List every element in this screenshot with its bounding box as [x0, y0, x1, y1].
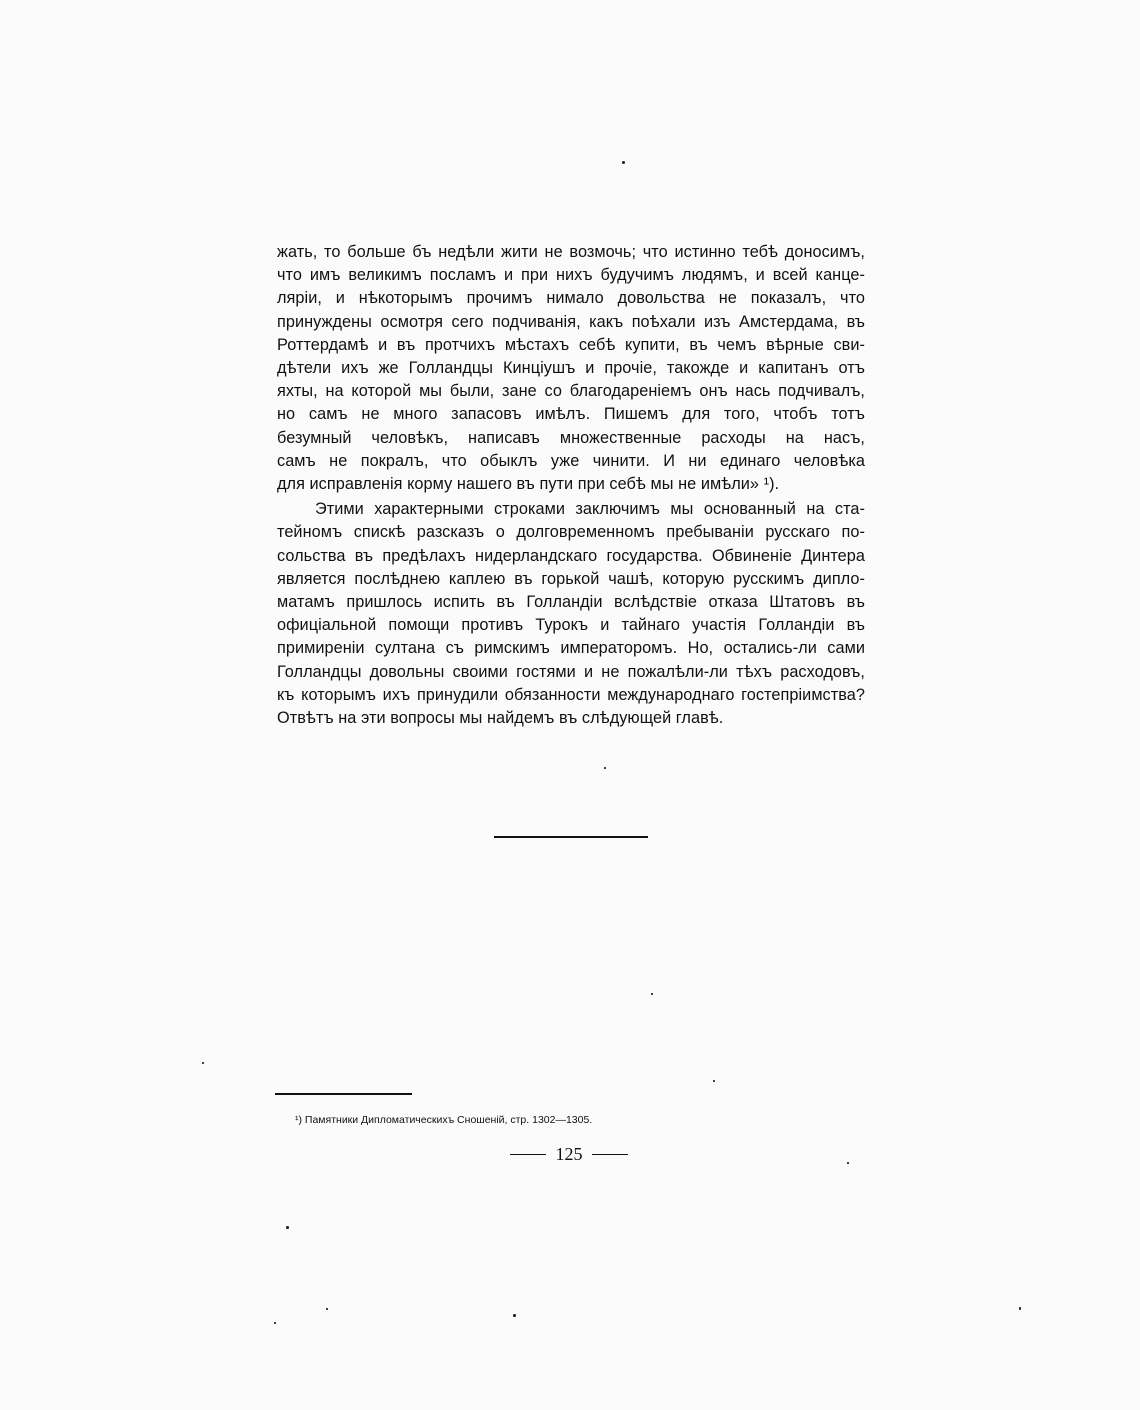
text-line: безумный человѣкъ, написавъ множественные расходы на насъ,: [277, 428, 865, 447]
footnote: [295, 1114, 592, 1126]
scan-speck: [847, 1162, 849, 1164]
section-separator: [494, 836, 648, 838]
main-text: [277, 241, 865, 730]
scan-speck: [274, 1322, 276, 1324]
scan-speck: [286, 1226, 289, 1229]
text-line: матамъ пришлось испить въ Голландіи вслѣдствіе отказа Штатовъ въ: [277, 593, 865, 612]
scan-speck: [1019, 1307, 1021, 1310]
text-line: является послѣднею каплею въ горькой чашѣ, которую русскимъ дипло-: [277, 569, 865, 588]
text-line: примиреніи султана съ римскимъ императоромъ. Но, остались-ли сами: [277, 639, 865, 658]
text-line: самъ не покралъ, что обыклъ уже чинити. И ни единаго человѣка: [277, 451, 865, 470]
text-line: Голландцы довольны своими гостями и не пожалѣли-ли тѣхъ расходовъ,: [277, 662, 865, 681]
footnote-rule: [275, 1093, 412, 1095]
scan-speck: [651, 993, 653, 995]
text-line: но самъ не много запасовъ имѣлъ. Пишемъ для того, чтобъ тотъ: [277, 405, 865, 424]
scan-speck: [202, 1062, 204, 1064]
text-line: тейномъ спискѣ разсказъ о долговременномъ пребываніи русскаго по-: [277, 523, 865, 542]
scan-speck: [513, 1314, 516, 1317]
text-line: дѣтели ихъ же Голландцы Кинціушъ и прочіе, такожде и капитанъ отъ: [277, 359, 865, 378]
page-number-dash-right: [592, 1154, 628, 1156]
scan-speck: [622, 161, 625, 164]
text-line: принуждены осмотря сего подчиванія, какъ поѣхали изъ Амстердама, въ: [277, 312, 865, 331]
text-line: Отвѣтъ на эти вопросы мы найдемъ въ слѣдующей главѣ.: [277, 709, 724, 728]
scan-speck: [326, 1308, 328, 1310]
text-line: что имъ великимъ посламъ и при нихъ будучимъ людямъ, и всей канце-: [277, 266, 865, 285]
page-number-value: 125: [555, 1144, 583, 1164]
text-line: яхты, на которой мы были, зане со благодареніемъ онъ нась подчивалъ,: [277, 382, 865, 401]
text-line: Роттердамѣ и въ протчихъ мѣстахъ себѣ купити, въ чемъ вѣрные сви-: [277, 335, 865, 354]
text-line: жать, то больше бъ недѣли жити не возмочь; что истинно тебѣ доносимъ,: [277, 243, 865, 261]
text-line: офиціальной помощи противъ Турокъ и тайнаго участія Голландіи въ: [277, 616, 865, 635]
text-line: ляріи, и нѣкоторымъ прочимъ нимало довольства не показалъ, что: [277, 289, 865, 308]
text-line: Этими характерными строками заключимъ мы основанный на ста-: [315, 500, 865, 519]
text-line: сольства въ предѣлахъ нидерландскаго государства. Обвиненіе Динтера: [277, 546, 865, 565]
page-number: [510, 1144, 628, 1165]
scan-speck: [604, 767, 606, 769]
text-line: къ которымъ ихъ принудили обязанности международнаго гостепріимства?: [277, 685, 865, 704]
footnote-text: Памятники Дипломатическихъ Сношеній, стр. 1302—1305.: [304, 1114, 593, 1126]
scan-speck: [713, 1080, 715, 1082]
footnote-marker: ¹): [295, 1114, 302, 1126]
text-line: для исправленія корму нашего въ пути при себѣ мы не имѣли» ¹).: [277, 475, 780, 494]
page-number-dash-left: [510, 1154, 546, 1156]
